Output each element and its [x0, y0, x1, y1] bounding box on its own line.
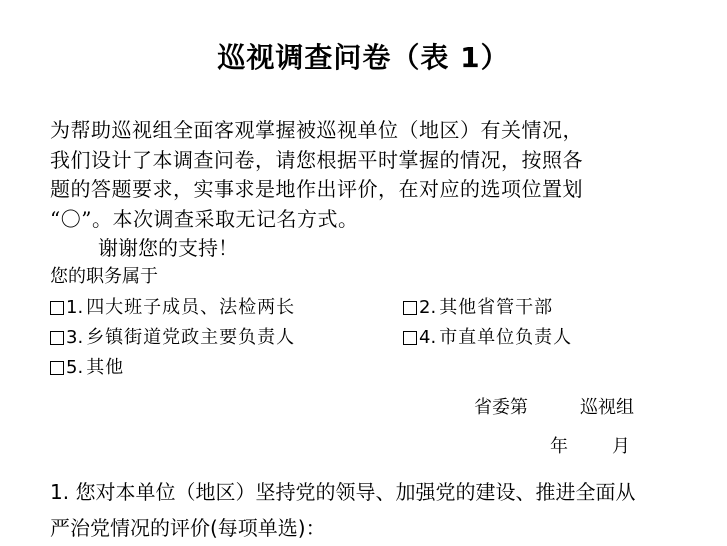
- option-number: 1.: [66, 297, 84, 318]
- option-number: 3.: [66, 327, 84, 348]
- committee-label: 省委第: [474, 397, 528, 418]
- option-label: 四大班子成员、法检两长: [86, 297, 296, 318]
- option-label: 市直单位负责人: [439, 327, 573, 348]
- option-number: 4.: [419, 327, 437, 348]
- intro-line: 题的答题要求，实事求是地作出评价，在对应的选项位置划: [50, 177, 583, 201]
- option-number: 5.: [66, 357, 84, 378]
- question-1-line: 严治党情况的评价(每项单选)：: [50, 516, 326, 540]
- page-title: 巡视调查问卷（表 1）: [217, 41, 510, 74]
- checkbox-4[interactable]: [403, 331, 417, 345]
- position-option-4[interactable]: [403, 325, 572, 351]
- checkbox-1[interactable]: [50, 301, 64, 315]
- checkbox-5[interactable]: [50, 361, 64, 375]
- position-option-5[interactable]: [50, 355, 124, 381]
- option-label: 其他: [86, 357, 125, 378]
- checkbox-3[interactable]: [50, 331, 64, 345]
- position-option-2[interactable]: [403, 295, 553, 321]
- checkbox-2[interactable]: [403, 301, 417, 315]
- option-number: 2.: [419, 297, 437, 318]
- position-option-1[interactable]: [50, 295, 295, 321]
- option-label: 其他省管干部: [439, 297, 554, 318]
- month-label: 月: [612, 436, 630, 457]
- thanks-text: 谢谢您的支持！: [98, 236, 238, 260]
- intro-line: 我们设计了本调查问卷，请您根据平时掌握的情况，按照各: [50, 147, 583, 172]
- intro-line: “〇”。本次调查采取无记名方式。: [50, 206, 359, 231]
- question-1-line: 1. 您对本单位（地区）坚持党的领导、加强党的建设、推进全面从: [50, 480, 636, 504]
- intro-paragraph: [50, 116, 680, 234]
- position-question-label: 您的职务属于: [50, 266, 158, 287]
- option-label: 乡镇街道党政主要负责人: [86, 327, 296, 348]
- question-1: [50, 474, 690, 546]
- inspection-group-label: 巡视组: [580, 397, 634, 418]
- year-label: 年: [550, 436, 568, 457]
- position-option-3[interactable]: [50, 325, 295, 351]
- intro-line: 为帮助巡视组全面客观掌握被巡视单位（地区）有关情况，: [50, 118, 583, 142]
